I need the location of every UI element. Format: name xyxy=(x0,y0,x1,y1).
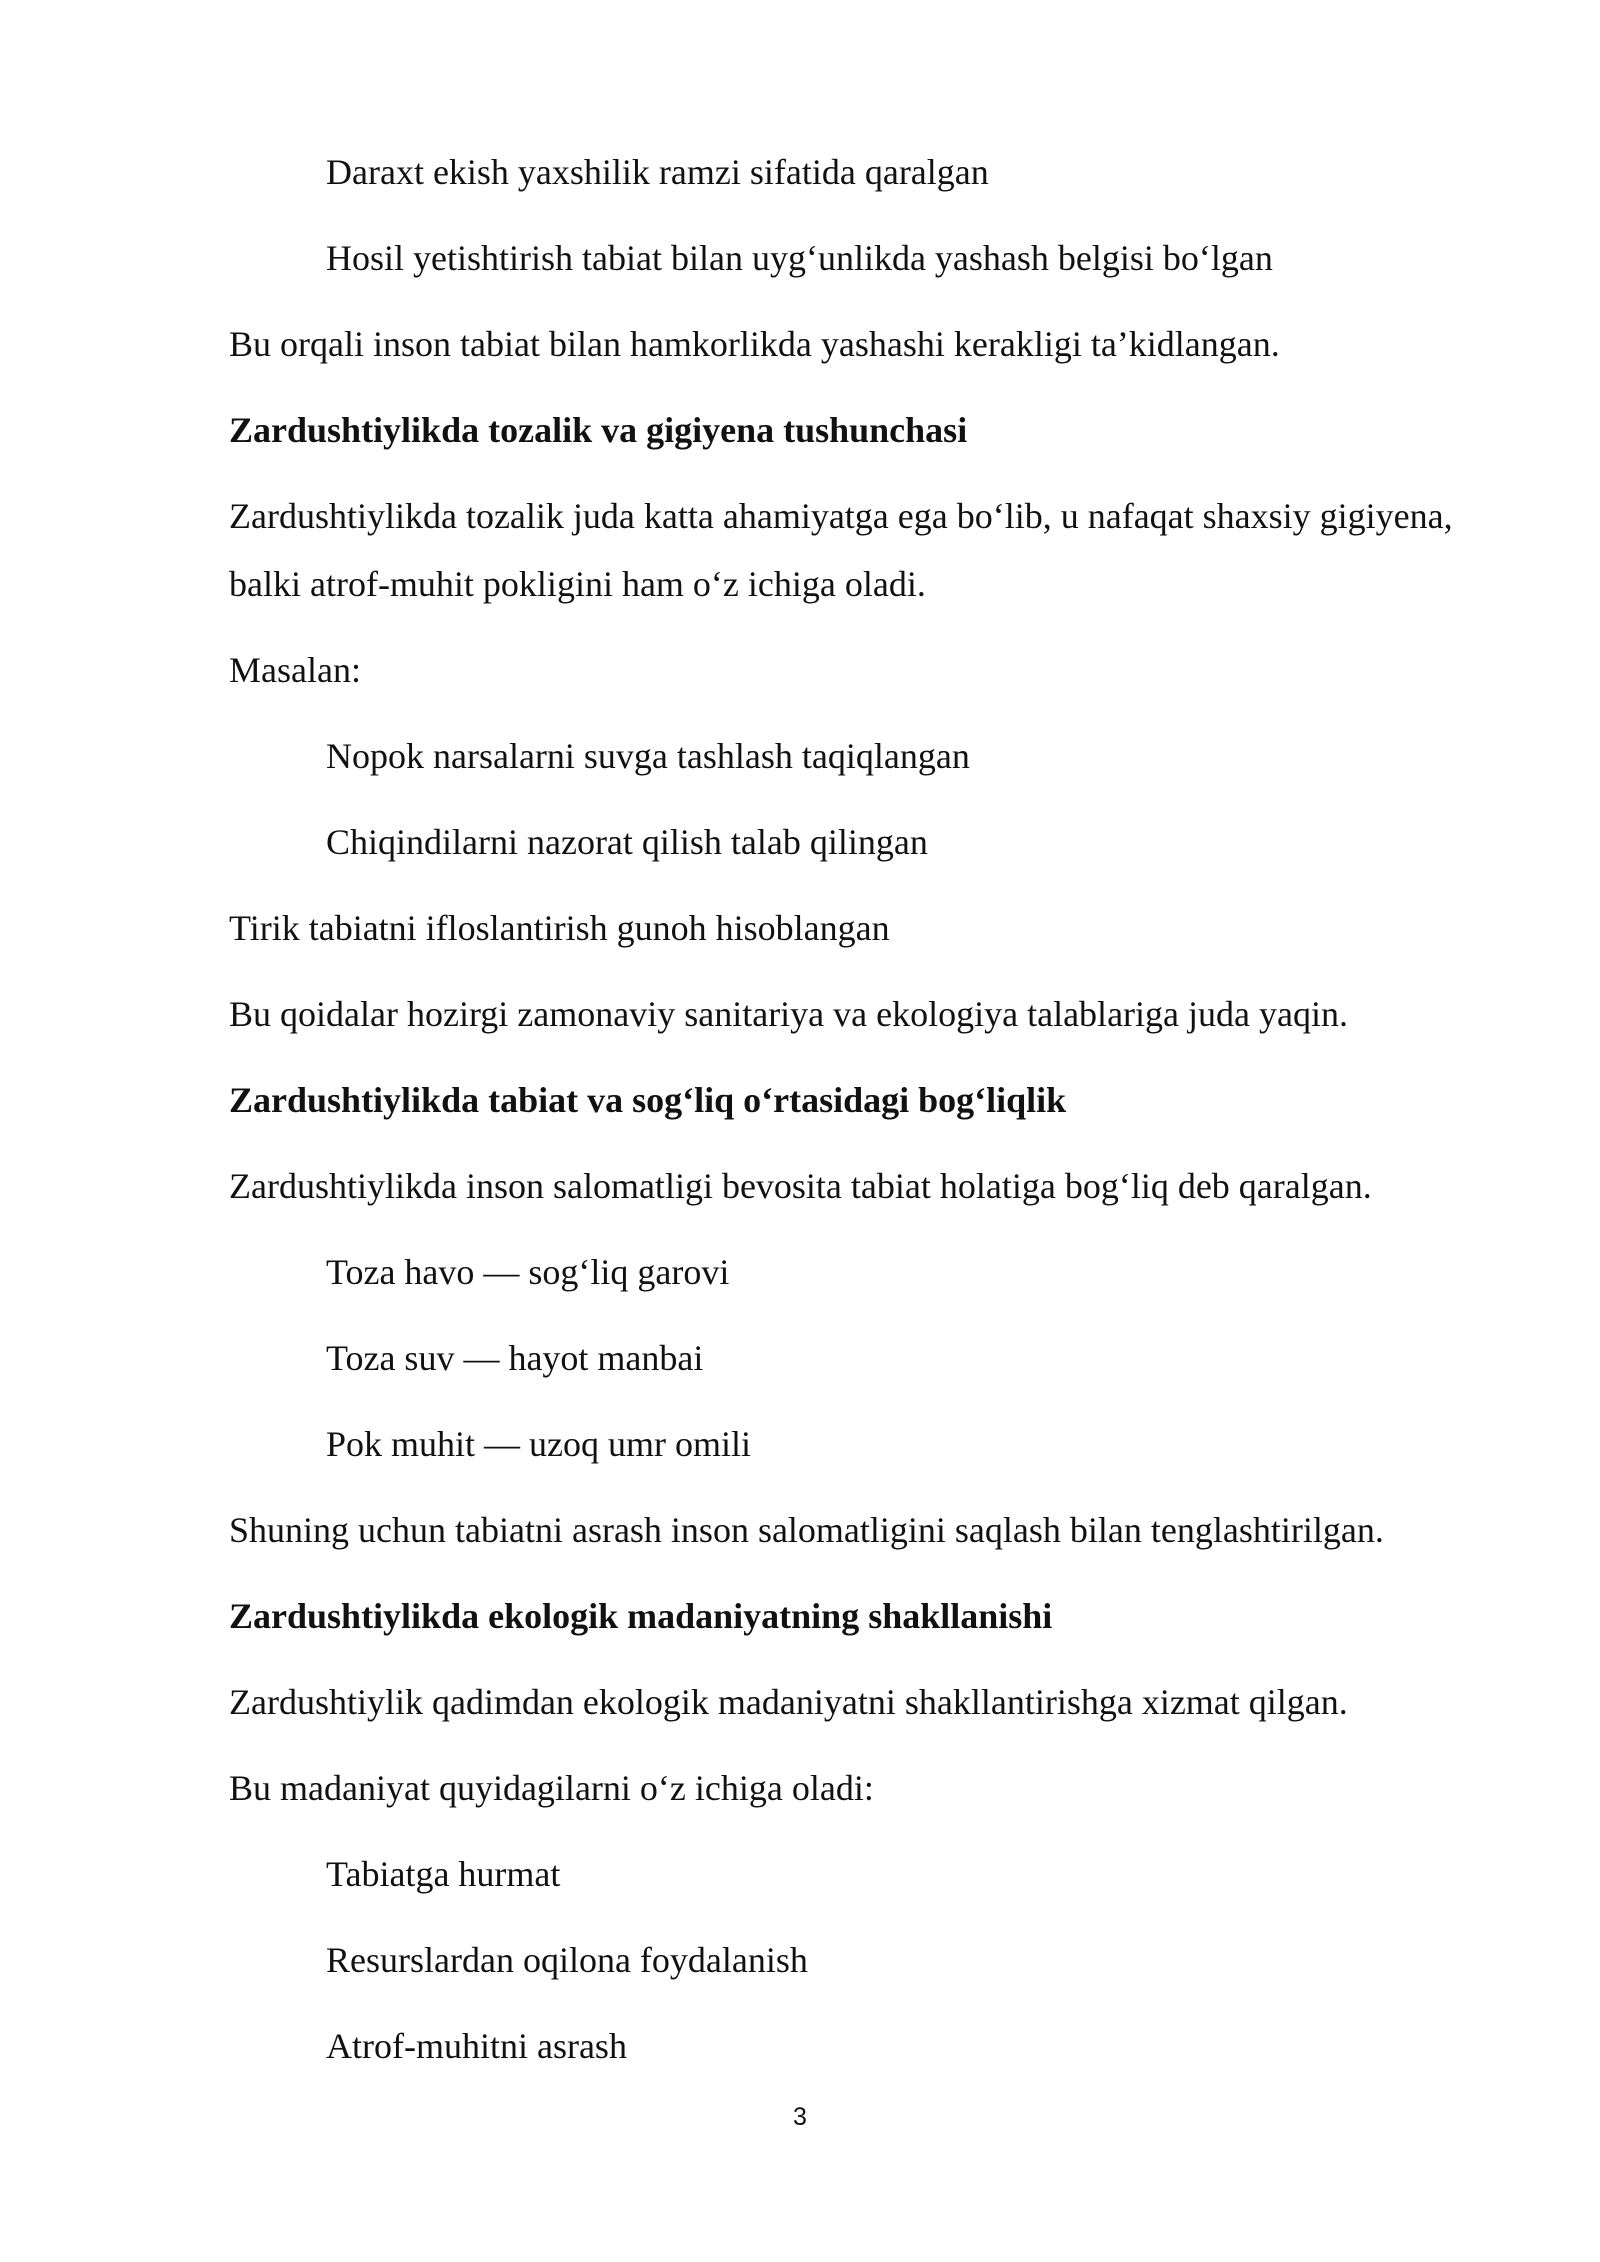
paragraph: Bu qoidalar hozirgi zamonaviy sanitariya va ekologiya talablariga juda yaqin. xyxy=(229,994,1348,1034)
list-item: Atrof-muhitni asrash xyxy=(326,2026,627,2066)
paragraph: Zardushtiylikda inson salomatligi bevosita tabiat holatiga bog‘liq deb qaralgan. xyxy=(229,1166,1372,1206)
list-item: Toza suv — hayot manbai xyxy=(326,1338,704,1378)
list-item: Toza havo — sog‘liq garovi xyxy=(326,1252,730,1292)
page-number: 3 xyxy=(793,2103,807,2131)
paragraph: Bu orqali inson tabiat bilan hamkorlikda yashashi kerakligi ta’kidlangan. xyxy=(229,324,1280,364)
paragraph: Zardushtiylikda tozalik juda katta ahamiyatga ega bo‘lib, u nafaqat shaxsiy gigiyena, xyxy=(229,496,1453,536)
list-item: Tabiatga hurmat xyxy=(326,1854,561,1894)
paragraph: Bu madaniyat quyidagilarni o‘z ichiga oladi: xyxy=(229,1768,874,1808)
paragraph: Shuning uchun tabiatni asrash inson salomatligini saqlash bilan tenglashtirilgan. xyxy=(229,1510,1384,1550)
section-heading: Zardushtiylikda tozalik va gigiyena tushunchasi xyxy=(229,410,968,450)
list-item: Nopok narsalarni suvga tashlash taqiqlangan xyxy=(326,736,970,776)
section-heading: Zardushtiylikda ekologik madaniyatning shakllanishi xyxy=(229,1596,1053,1636)
list-item: Daraxt ekish yaxshilik ramzi sifatida qaralgan xyxy=(326,152,989,192)
list-item: Pok muhit — uzoq umr omili xyxy=(326,1424,752,1464)
list-item: Chiqindilarni nazorat qilish talab qilingan xyxy=(326,822,928,862)
paragraph: Tirik tabiatni ifloslantirish gunoh hisoblangan xyxy=(229,908,890,948)
paragraph: Masalan: xyxy=(229,650,361,690)
section-heading: Zardushtiylikda tabiat va sog‘liq o‘rtasidagi bog‘liqlik xyxy=(229,1080,1067,1120)
paragraph: Zardushtiylik qadimdan ekologik madaniyatni shakllantirishga xizmat qilgan. xyxy=(229,1682,1348,1722)
list-item: Resurslardan oqilona foydalanish xyxy=(326,1940,808,1980)
paragraph: balki atrof-muhit pokligini ham o‘z ichiga oladi. xyxy=(229,564,926,604)
list-item: Hosil yetishtirish tabiat bilan uyg‘unlikda yashash belgisi bo‘lgan xyxy=(326,238,1273,278)
